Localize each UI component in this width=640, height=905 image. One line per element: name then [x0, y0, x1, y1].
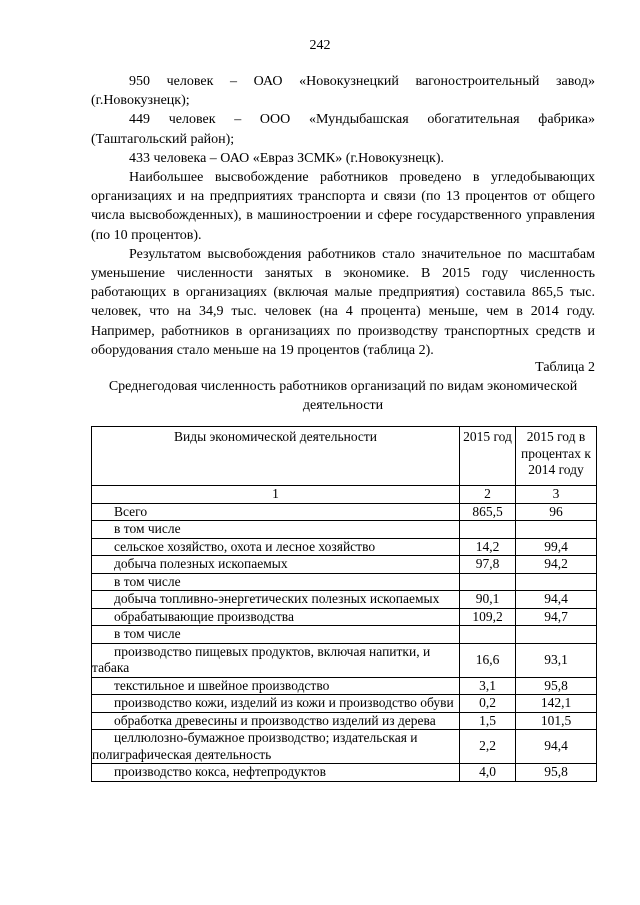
percent-of-2014: 101,5 — [516, 712, 597, 730]
value-2015: 97,8 — [460, 556, 516, 574]
activity-name — [92, 626, 460, 644]
activity-name-text: производство кокса, нефтепродуктов — [114, 764, 327, 779]
activity-name — [92, 591, 460, 609]
percent-of-2014: 94,4 — [516, 730, 597, 764]
value-2015: 1,5 — [460, 712, 516, 730]
table-row — [92, 608, 597, 626]
percent-of-2014: 99,4 — [516, 538, 597, 556]
page-number: 242 — [309, 38, 331, 53]
paragraph: Результатом высвобождения работников стало значительное по масштабам уменьшение численности занятых в экономике. В 2015 году численность работающих в организациях (включая малые предприятия) составила 865,5 тыс. человек, что на 34,9 тыс. человек (на 4 процента) меньше, чем в 2014 году. Например, работников в организациях по производству транспортных средств и оборудования стало меньше на 19 процентов (таблица 2). — [91, 246, 595, 358]
table-row — [92, 643, 597, 677]
percent-of-2014: 94,2 — [516, 556, 597, 574]
table-row — [92, 521, 597, 539]
table-label: Таблица 2 — [535, 360, 595, 375]
value-2015: 0,2 — [460, 695, 516, 713]
column-number: 3 — [516, 486, 597, 504]
column-number: 1 — [92, 486, 460, 504]
activity-name-text: сельское хозяйство, охота и лесное хозяйство — [114, 538, 376, 554]
table-row — [92, 626, 597, 644]
table-title: Среднегодовая численность работников организаций по видам экономической деятельности — [108, 379, 578, 413]
table-row — [92, 712, 597, 730]
paragraph: Наибольшее высвобождение работников проведено в угледобывающих организациях и на предприятиях транспорта и связи (по 13 процентов от общего числа высвобожденных), в машиностроении и сфере государственного управления (по 10 процентов). — [91, 170, 595, 243]
table-header-row — [92, 427, 597, 486]
paragraph: 433 человека – ОАО «Евраз ЗСМК» (г.Новокузнецк). — [129, 150, 445, 166]
value-2015 — [460, 626, 516, 644]
activity-name-text: в том числе — [114, 626, 181, 641]
activity-name — [92, 608, 460, 626]
activity-name — [92, 677, 460, 695]
activity-name-text: производство пищевых продуктов, включая напитки, и табака — [92, 643, 431, 675]
percent-of-2014: 95,8 — [516, 764, 597, 782]
percent-of-2014: 142,1 — [516, 695, 597, 713]
percent-of-2014: 96 — [516, 503, 597, 521]
activity-name-text: добыча топливно-энергетических полезных ископаемых — [114, 591, 440, 606]
activity-name — [92, 730, 460, 764]
value-2015 — [460, 573, 516, 591]
table-row — [92, 573, 597, 591]
value-2015: 16,6 — [460, 643, 516, 677]
table-row — [92, 538, 597, 556]
activity-name-text: обрабатывающие производства — [114, 608, 294, 624]
header-activity: Виды экономической деятельности — [92, 427, 460, 486]
activity-name — [92, 538, 460, 556]
data-table — [91, 426, 597, 782]
percent-of-2014 — [516, 626, 597, 644]
activity-name-text: обработка древесины и производство изделий из дерева — [114, 712, 436, 728]
table-row — [92, 503, 597, 521]
activity-name — [92, 712, 460, 730]
value-2015: 109,2 — [460, 608, 516, 626]
value-2015: 14,2 — [460, 538, 516, 556]
percent-of-2014 — [516, 573, 597, 591]
table-row — [92, 591, 597, 609]
table-row — [92, 730, 597, 764]
activity-name — [92, 695, 460, 713]
activity-name-text: производство кожи, изделий из кожи и производство обуви — [114, 695, 454, 710]
percent-of-2014: 93,1 — [516, 643, 597, 677]
activity-name — [92, 556, 460, 574]
table-row — [92, 695, 597, 713]
activity-name-text: в том числе — [114, 573, 181, 589]
header-2015: 2015 год — [460, 427, 516, 486]
table-row — [92, 677, 597, 695]
percent-of-2014: 95,8 — [516, 677, 597, 695]
activity-name-text: текстильное и швейное производство — [114, 677, 330, 693]
paragraph: 449 человек – ООО «Мундыбашская обогатительная фабрика» (Таштагольский район); — [91, 112, 595, 147]
table-row — [92, 556, 597, 574]
activity-name-text: Всего — [114, 503, 148, 519]
column-number: 2 — [460, 486, 516, 504]
activity-name-text: в том числе — [114, 521, 181, 536]
activity-name — [92, 573, 460, 591]
activity-name — [92, 764, 460, 782]
activity-name — [92, 643, 460, 677]
value-2015: 3,1 — [460, 677, 516, 695]
header-percent: 2015 год в процентах к 2014 году — [516, 427, 597, 486]
value-2015: 4,0 — [460, 764, 516, 782]
activity-name — [92, 521, 460, 539]
percent-of-2014: 94,4 — [516, 591, 597, 609]
value-2015: 90,1 — [460, 591, 516, 609]
activity-name — [92, 503, 460, 521]
activity-name-text: добыча полезных ископаемых — [114, 556, 288, 571]
percent-of-2014 — [516, 521, 597, 539]
paragraph: 950 человек – ОАО «Новокузнецкий вагоностроительный завод» (г.Новокузнецк); — [91, 74, 595, 109]
activity-name-text: целлюлозно-бумажное производство; издательская и полиграфическая деятельность — [92, 730, 418, 762]
value-2015 — [460, 521, 516, 539]
table-row — [92, 764, 597, 782]
column-numbers-row — [92, 486, 597, 504]
value-2015: 865,5 — [460, 503, 516, 521]
percent-of-2014: 94,7 — [516, 608, 597, 626]
value-2015: 2,2 — [460, 730, 516, 764]
body-text — [91, 72, 595, 360]
